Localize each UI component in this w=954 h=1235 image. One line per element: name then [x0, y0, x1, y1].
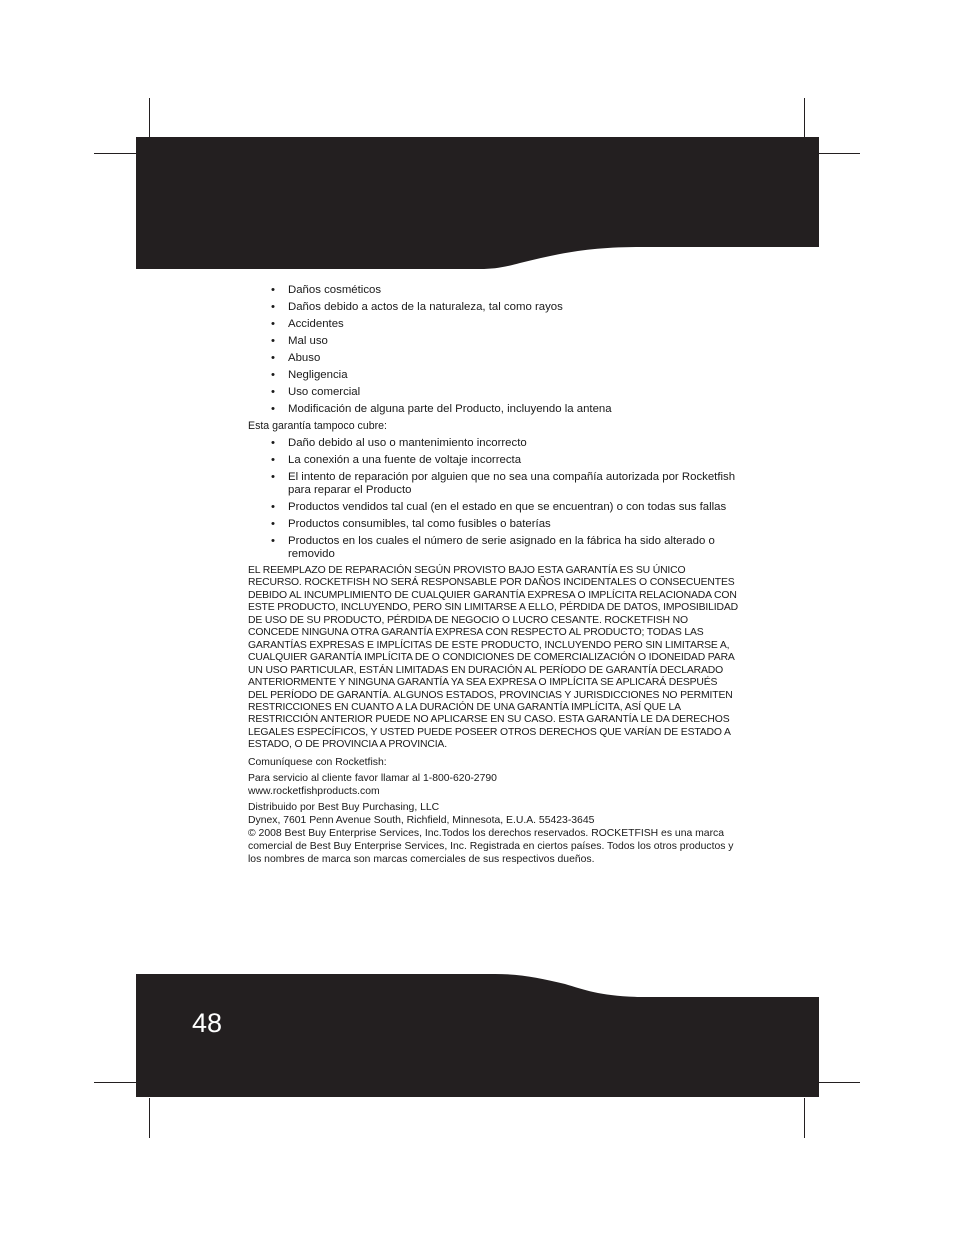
- website: www.rocketfishproducts.com: [248, 785, 380, 797]
- list-item: • Productos consumibles, tal como fusibles o baterías: [248, 518, 738, 531]
- list-item: • Uso comercial: [248, 386, 738, 399]
- list-item: • Productos vendidos tal cual (en el estado en que se encuentran) o con todas sus fallas: [248, 501, 738, 514]
- section-intro: Esta garantía tampoco cubre:: [248, 420, 387, 432]
- footer-band: [0, 974, 954, 1098]
- exclusion-list-2: [248, 437, 738, 561]
- list-item: • Mal uso: [248, 335, 738, 348]
- address: Dynex, 7601 Penn Avenue South, Richfield, Minnesota, E.U.A. 55423-3645: [248, 814, 595, 826]
- list-item: • Modificación de alguna parte del Producto, incluyendo la antena: [248, 403, 738, 416]
- list-item: • El intento de reparación por alguien que no sea una compañía autorizada por Rocketfish para reparar el Producto: [248, 471, 738, 497]
- contact-block: [248, 756, 738, 866]
- list-item: • La conexión a una fuente de voltaje incorrecta: [248, 454, 738, 467]
- crop-mark: [804, 98, 805, 138]
- phone-line: Para servicio al cliente favor llamar al 1-800-620-2790: [248, 772, 497, 784]
- list-item: • Daños debido a actos de la naturaleza, tal como rayos: [248, 301, 738, 314]
- header-band: [0, 137, 954, 271]
- list-item: • Negligencia: [248, 369, 738, 382]
- crop-mark: [149, 1098, 150, 1138]
- exclusion-list: [248, 284, 738, 416]
- crop-mark: [149, 98, 150, 138]
- copyright: © 2008 Best Buy Enterprise Services, Inc.Todos los derechos reservados. ROCKETFISH es una marca comercial de Best Buy Enterprise Services, Inc. Registrada en ciertos países. Todos los otros productos y los nombres de marca son marcas comerciales de sus respectivos dueños.: [248, 827, 734, 865]
- crop-mark: [804, 1098, 805, 1138]
- list-item: • Abuso: [248, 352, 738, 365]
- legal-disclaimer: EL REEMPLAZO DE REPARACIÓN SEGÚN PROVISTO BAJO ESTA GARANTÍA ES SU ÚNICO RECURSO. ROCKETFISH NO SERÁ RESPONSABLE POR DAÑOS INCIDENTALES O CONSECUENTES DEBIDO AL INCUMPLIMIENTO DE CUALQUIER GARANTÍA EXPRESA O IMPLÍCITA RELACIONADA CON ESTE PRODUCTO, INCLUYENDO, PERO SIN LIMITARSE A ELLO, PÉRDIDA DE DATOS, IMPOSIBILIDAD DE USO DE SU PRODUCTO, PÉRDIDA DE NEGOCIO O LUCRO CESANTE. ROCKETFISH NO CONCEDE NINGUNA OTRA GARANTÍA EXPRESA CON RESPECTO AL PRODUCTO; TODAS LAS GARANTÍAS EXPRESAS E IMPLÍCITAS DE ESTE PRODUCTO, INCLUYENDO PERO SIN LIMITARSE A, CUALQUIER GARANTÍA IMPLÍCITA DE O CONDICIONES DE COMERCIALIZACIÓN O IDONEIDAD PARA UN USO PARTICULAR, ESTÁN LIMITADAS EN DURACIÓN AL PERÍODO DE GARANTÍA DECLARADO ANTERIORMENTE Y NINGUNA GARANTÍA YA SEA EXPRESA O IMPLÍCITA SE APLICARÁ DESPUÉS DEL PERÍODO DE GARANTÍA. ALGUNOS ESTADOS, PROVINCIAS Y JURISDICCIONES NO PERMITEN RESTRICCIONES EN CUANTO A LA DURACIÓN DE UNA GARANTÍA IMPLÍCITA, ASÍ QUE LA RESTRICCIÓN ANTERIOR PUEDE NO APLICARSE EN SU CASO. ESTA GARANTÍA LE DA DERECHOS LEGALES ESPECÍFICOS, Y USTED PUEDE POSEER OTROS DERECHOS QUE VARÍAN DE ESTADO A ESTADO, O DE PROVINCIA A PROVINCIA.: [248, 565, 738, 751]
- list-item: • Daños cosméticos: [248, 284, 738, 297]
- list-item: • Productos en los cuales el número de serie asignado en la fábrica ha sido alterado o removido: [248, 535, 738, 561]
- page-number: 48: [192, 1008, 223, 1038]
- list-item: • Daño debido al uso o mantenimiento incorrecto: [248, 437, 738, 450]
- distributor: Distribuido por Best Buy Purchasing, LLC: [248, 801, 440, 813]
- warranty-exclusions: [248, 284, 738, 866]
- contact-heading: Comuníquese con Rocketfish:: [248, 756, 387, 768]
- list-item: • Accidentes: [248, 318, 738, 331]
